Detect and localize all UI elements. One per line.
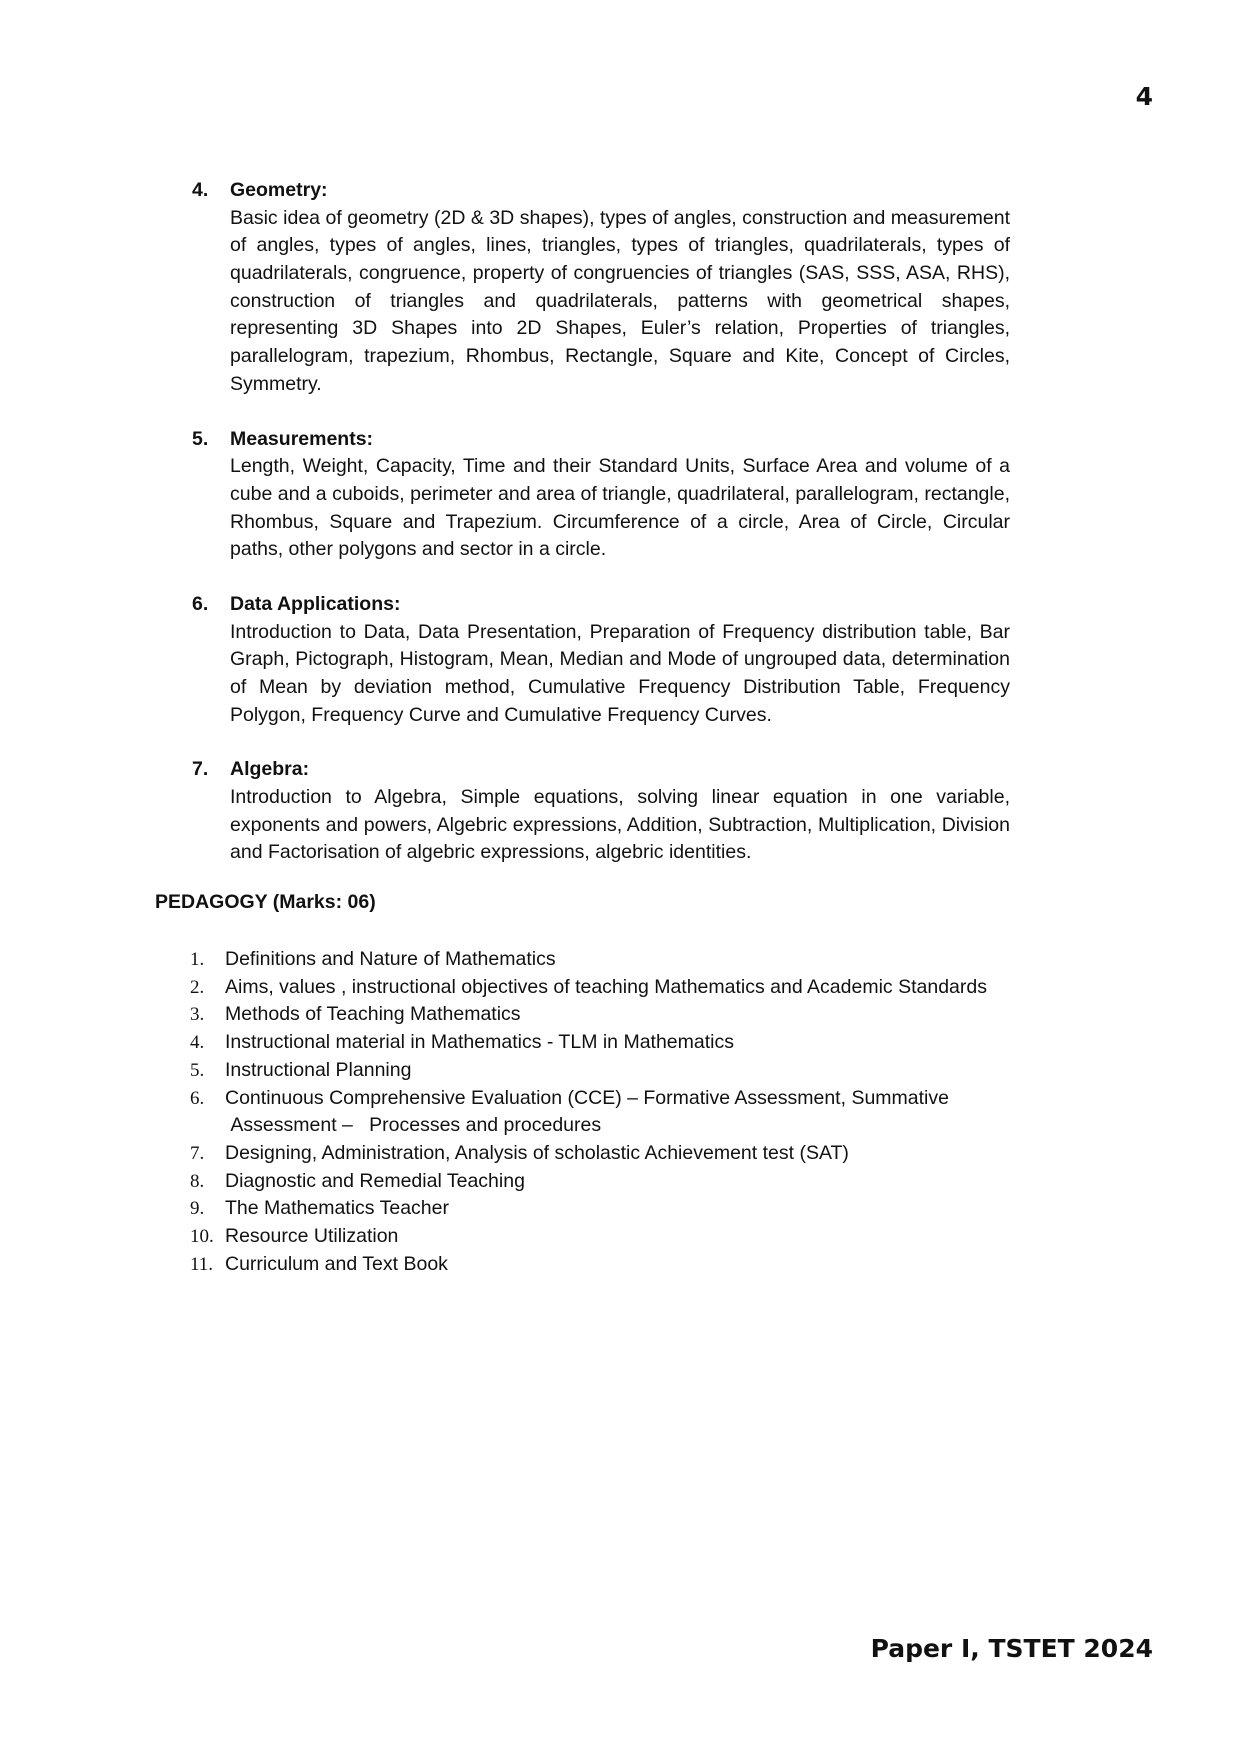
topic-body (230, 426, 1010, 564)
topic-title: Geometry: (230, 179, 328, 201)
list-item-number: 6. (190, 1087, 205, 1109)
list-item (190, 974, 1090, 1002)
pedagogy-list (190, 946, 1090, 1278)
topic-title: Data Applications: (230, 592, 401, 615)
topic-body (230, 756, 1010, 867)
list-item-number: 4. (190, 1032, 205, 1054)
list-item-text: Continuous Comprehensive Evaluation (CCE) – Formative Assessment, Summative Assessment – Processes and procedures (225, 1086, 949, 1137)
topic-title: Measurements: (230, 427, 374, 450)
page-number: 4 (1135, 82, 1153, 111)
list-item (190, 1223, 1090, 1251)
topic-body (230, 591, 1010, 729)
list-item (190, 1057, 1090, 1085)
topic-list (192, 177, 1010, 894)
list-item-number: 8. (190, 1170, 205, 1192)
list-item (190, 1140, 1090, 1168)
list-item-text: Resource Utilization (225, 1225, 399, 1248)
topic-number: 5. (192, 427, 209, 450)
pedagogy-heading: PEDAGOGY (Marks: 06) (155, 891, 376, 913)
list-item-number: 2. (190, 976, 205, 998)
list-item-number: 11. (190, 1253, 214, 1275)
list-item (190, 1029, 1090, 1057)
topic-number: 4. (192, 179, 209, 201)
list-item-number: 5. (190, 1059, 205, 1081)
topic-body (230, 177, 1010, 399)
topic-title: Algebra: (230, 758, 310, 781)
topic-number: 7. (192, 758, 209, 781)
list-item (190, 1251, 1090, 1279)
topic-measurements (192, 426, 1010, 564)
list-item (190, 1085, 1090, 1140)
footer-paper-title: Paper I, TSTET 2024 (870, 1634, 1153, 1663)
topic-text: Introduction to Data, Data Presentation, Preparation of Frequency distribution table, Bar Graph, Pictograph, Histogram, Mean, Median and Mode of ungrouped data, determination of Mean by deviation method, Cumulative Frequency Distribution Table, Frequency Polygon, Frequency Curve and Cumulative Frequency Curves. (230, 620, 1010, 726)
topic-text: Length, Weight, Capacity, Time and their Standard Units, Surface Area and volume of a cube and a cuboids, perimeter and area of triangle, quadrilateral, parallelogram, rectangle, Rhombus, Square and Trapezium. Circumference of a circle, Area of Circle, Circular paths, other polygons and sector in a circle. (230, 455, 1010, 561)
topic-number: 6. (192, 592, 209, 615)
topic-text: Basic idea of geometry (2D & 3D shapes), types of angles, construction and measurement of angles, types of angles, lines, triangles, types of triangles, quadrilaterals, types of quadrilaterals, congruence, property of congruencies of triangles (SAS, SSS, ASA, RHS), construction of triangles and quadrilaterals, patterns with geometrical shapes, representing 3D Shapes into 2D Shapes, Euler’s relation, Properties of triangles, parallelogram, trapezium, Rhombus, Rectangle, Square and Kite, Concept of Circles, Symmetry. (230, 206, 1010, 395)
list-item-number: 1. (190, 949, 205, 970)
list-item-number: 9. (190, 1198, 205, 1220)
list-item-text: Instructional material in Mathematics - TLM in Mathematics (225, 1031, 734, 1054)
list-item (190, 1168, 1090, 1196)
list-item-number: 3. (190, 1004, 205, 1026)
list-item (190, 1195, 1090, 1223)
topic-geometry (192, 177, 1010, 399)
list-item-text: Methods of Teaching Mathematics (225, 1003, 521, 1026)
list-item-text: The Mathematics Teacher (225, 1197, 449, 1220)
topic-algebra (192, 756, 1010, 867)
list-item-text: Diagnostic and Remedial Teaching (225, 1169, 525, 1192)
list-item (190, 946, 1090, 974)
list-item-text: Definitions and Nature of Mathematics (225, 948, 556, 970)
list-item-number: 10. (190, 1226, 214, 1248)
topic-text: Introduction to Algebra, Simple equations, solving linear equation in one variable, exponents and powers, Algebric expressions, Addition, Subtraction, Multiplication, Division and Factorisation of algebric expressions, algebric identities. (230, 785, 1010, 864)
list-item-text: Aims, values , instructional objectives of teaching Mathematics and Academic Standards (225, 975, 987, 998)
topic-data-applications (192, 591, 1010, 729)
list-item-text: Designing, Administration, Analysis of scholastic Achievement test (SAT) (225, 1141, 849, 1164)
list-item-text: Curriculum and Text Book (225, 1252, 448, 1275)
list-item-number: 7. (190, 1142, 205, 1164)
list-item (190, 1001, 1090, 1029)
list-item-text: Instructional Planning (225, 1058, 412, 1081)
